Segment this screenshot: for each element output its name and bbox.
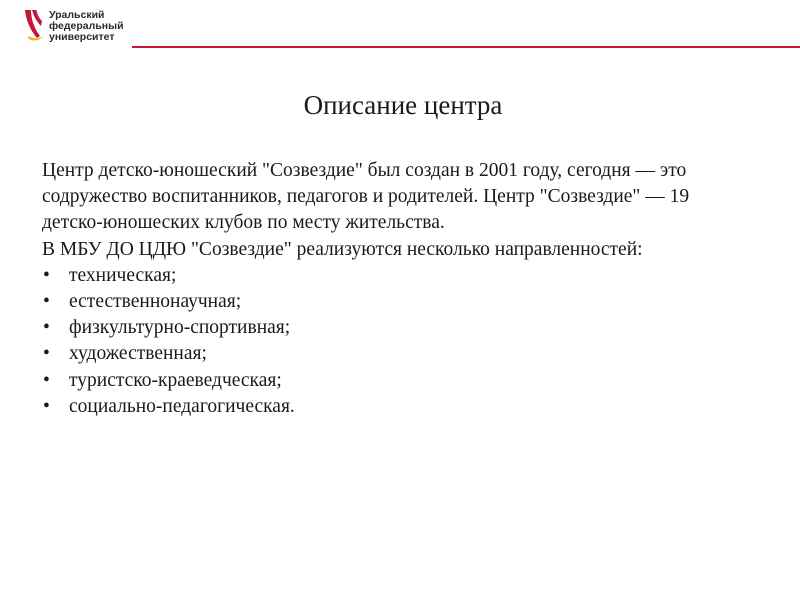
list-item-label: туристско-краеведческая; [69,369,282,391]
directions-list [42,263,732,420]
university-logo-icon [22,8,48,42]
university-name-line-1: Уральский [49,9,105,21]
university-name [49,10,124,43]
bullet-icon: • [43,317,50,339]
bullet-icon: • [43,291,50,313]
slide-body [42,158,732,420]
bullet-icon: • [43,369,50,391]
slide-title: Описание центра [303,90,503,120]
list-item-label: техническая; [69,264,177,286]
bullet-icon: • [43,343,50,365]
list-item-label: социально-педагогическая. [69,395,295,417]
list-item [42,341,732,367]
description-paragraph: Центр детско-юношеский "Созвездие" был создан в 2001 году, сегодня — это содружество воспитанников, педагогов и родителей. Центр "Созвездие" — 19 детско-юношеских клубов по месту жительства. [42,160,690,234]
list-item [42,289,732,315]
list-item-label: художественная; [69,343,207,365]
header-divider [132,46,800,48]
list-item [42,315,732,341]
university-name-line-3: университет [49,31,115,43]
list-item [42,394,732,420]
slide-header [22,8,800,50]
list-item-label: естественнонаучная; [69,291,242,313]
bullet-icon: • [43,264,50,286]
directions-intro: В МБУ ДО ЦДЮ "Созвездие" реализуются несколько направленностей: [42,238,643,260]
list-item [42,368,732,394]
bullet-icon: • [43,395,50,417]
list-item [42,263,732,289]
university-name-line-2: федеральный [49,20,124,32]
list-item-label: физкультурно-спортивная; [69,317,291,339]
